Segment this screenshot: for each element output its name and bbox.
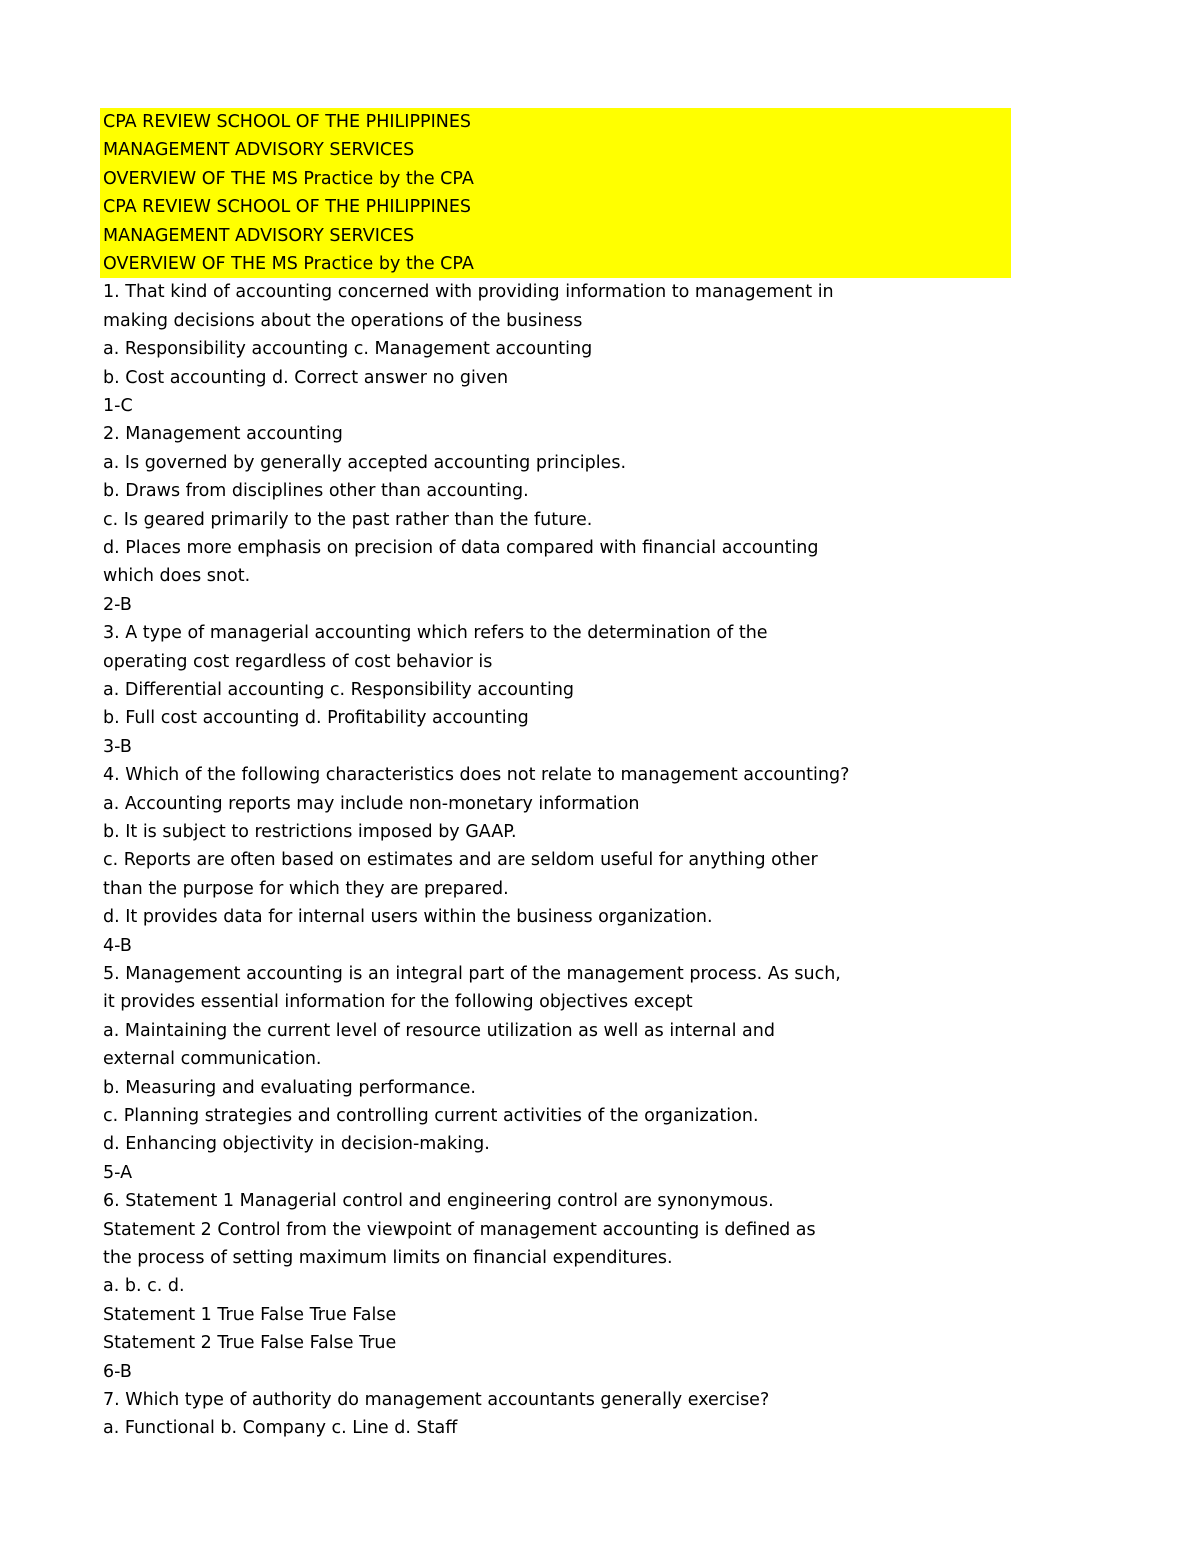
body-line: c. Is geared primarily to the past rather than the future.	[103, 509, 593, 530]
body-line: 6-B	[103, 1361, 132, 1382]
body-line: 3. A type of managerial accounting which refers to the determination of the	[103, 623, 768, 644]
body-line: c. Planning strategies and controlling current activities of the organization.	[103, 1106, 759, 1126]
body-line: Statement 2 Control from the viewpoint of management accounting is defined as	[103, 1219, 816, 1240]
body-line: 1. That kind of accounting concerned with providing information to management in	[103, 282, 834, 303]
body-line: b. Draws from disciplines other than accounting.	[103, 481, 529, 502]
body-line: a. Functional b. Company c. Line d. Staff	[103, 1418, 458, 1439]
body-line: 7. Which type of authority do management accountants generally exercise?	[103, 1390, 770, 1410]
body-line: 4. Which of the following characteristics does not relate to management accounting?	[103, 765, 850, 786]
body-line: a. Is governed by generally accepted accounting principles.	[103, 452, 627, 473]
body-line: than the purpose for which they are prepared.	[103, 878, 509, 899]
body-line: the process of setting maximum limits on financial expenditures.	[103, 1248, 673, 1268]
body-line: a. Differential accounting c. Responsibility accounting	[103, 680, 575, 700]
body-line: 6. Statement 1 Managerial control and engineering control are synonymous.	[103, 1191, 774, 1212]
body-line: d. Enhancing objectivity in decision-making.	[103, 1134, 490, 1155]
body-line: 2. Management accounting	[103, 424, 343, 445]
body-line: 5. Management accounting is an integral part of the management process. As such,	[103, 964, 841, 984]
body-line: b. Measuring and evaluating performance.	[103, 1077, 476, 1098]
header-line: MANAGEMENT ADVISORY SERVICES	[103, 225, 415, 246]
body-line: 2-B	[103, 594, 132, 615]
body-line: external communication.	[103, 1049, 322, 1070]
body-line: which does snot.	[103, 566, 251, 587]
body-line: Statement 1 True False True False	[103, 1304, 397, 1325]
body-line: a. b. c. d.	[103, 1276, 185, 1297]
body-line: it provides essential information for the following objectives except	[103, 992, 693, 1013]
body-line: operating cost regardless of cost behavior is	[103, 651, 493, 672]
header-line: CPA REVIEW SCHOOL OF THE PHILIPPINES	[103, 112, 471, 132]
header-line: OVERVIEW OF THE MS Practice by the CPA	[103, 254, 474, 274]
body-line: a. Maintaining the current level of resource utilization as well as internal and	[103, 1020, 775, 1041]
body-line: a. Responsibility accounting c. Management accounting	[103, 339, 593, 360]
body-line: 3-B	[103, 736, 132, 757]
body-line: 4-B	[103, 935, 132, 956]
body-line: 5-A	[103, 1162, 133, 1183]
header-line: OVERVIEW OF THE MS Practice by the CPA	[103, 168, 474, 189]
body-line: Statement 2 True False False True	[103, 1333, 397, 1354]
header-line: MANAGEMENT ADVISORY SERVICES	[103, 140, 415, 161]
body-line: a. Accounting reports may include non-monetary information	[103, 793, 640, 814]
body-line: c. Reports are often based on estimates and are seldom useful for anything other	[103, 850, 818, 871]
header-line: CPA REVIEW SCHOOL OF THE PHILIPPINES	[103, 197, 471, 218]
body-line: d. Places more emphasis on precision of data compared with financial accounting	[103, 538, 819, 558]
body-line: making decisions about the operations of the business	[103, 310, 583, 331]
body-line: b. Full cost accounting d. Profitability accounting	[103, 708, 529, 729]
body-line: d. It provides data for internal users within the business organization.	[103, 907, 713, 928]
body-line: b. Cost accounting d. Correct answer no given	[103, 367, 509, 388]
body-line: 1-C	[103, 396, 133, 416]
body-line: b. It is subject to restrictions imposed by GAAP.	[103, 822, 517, 842]
